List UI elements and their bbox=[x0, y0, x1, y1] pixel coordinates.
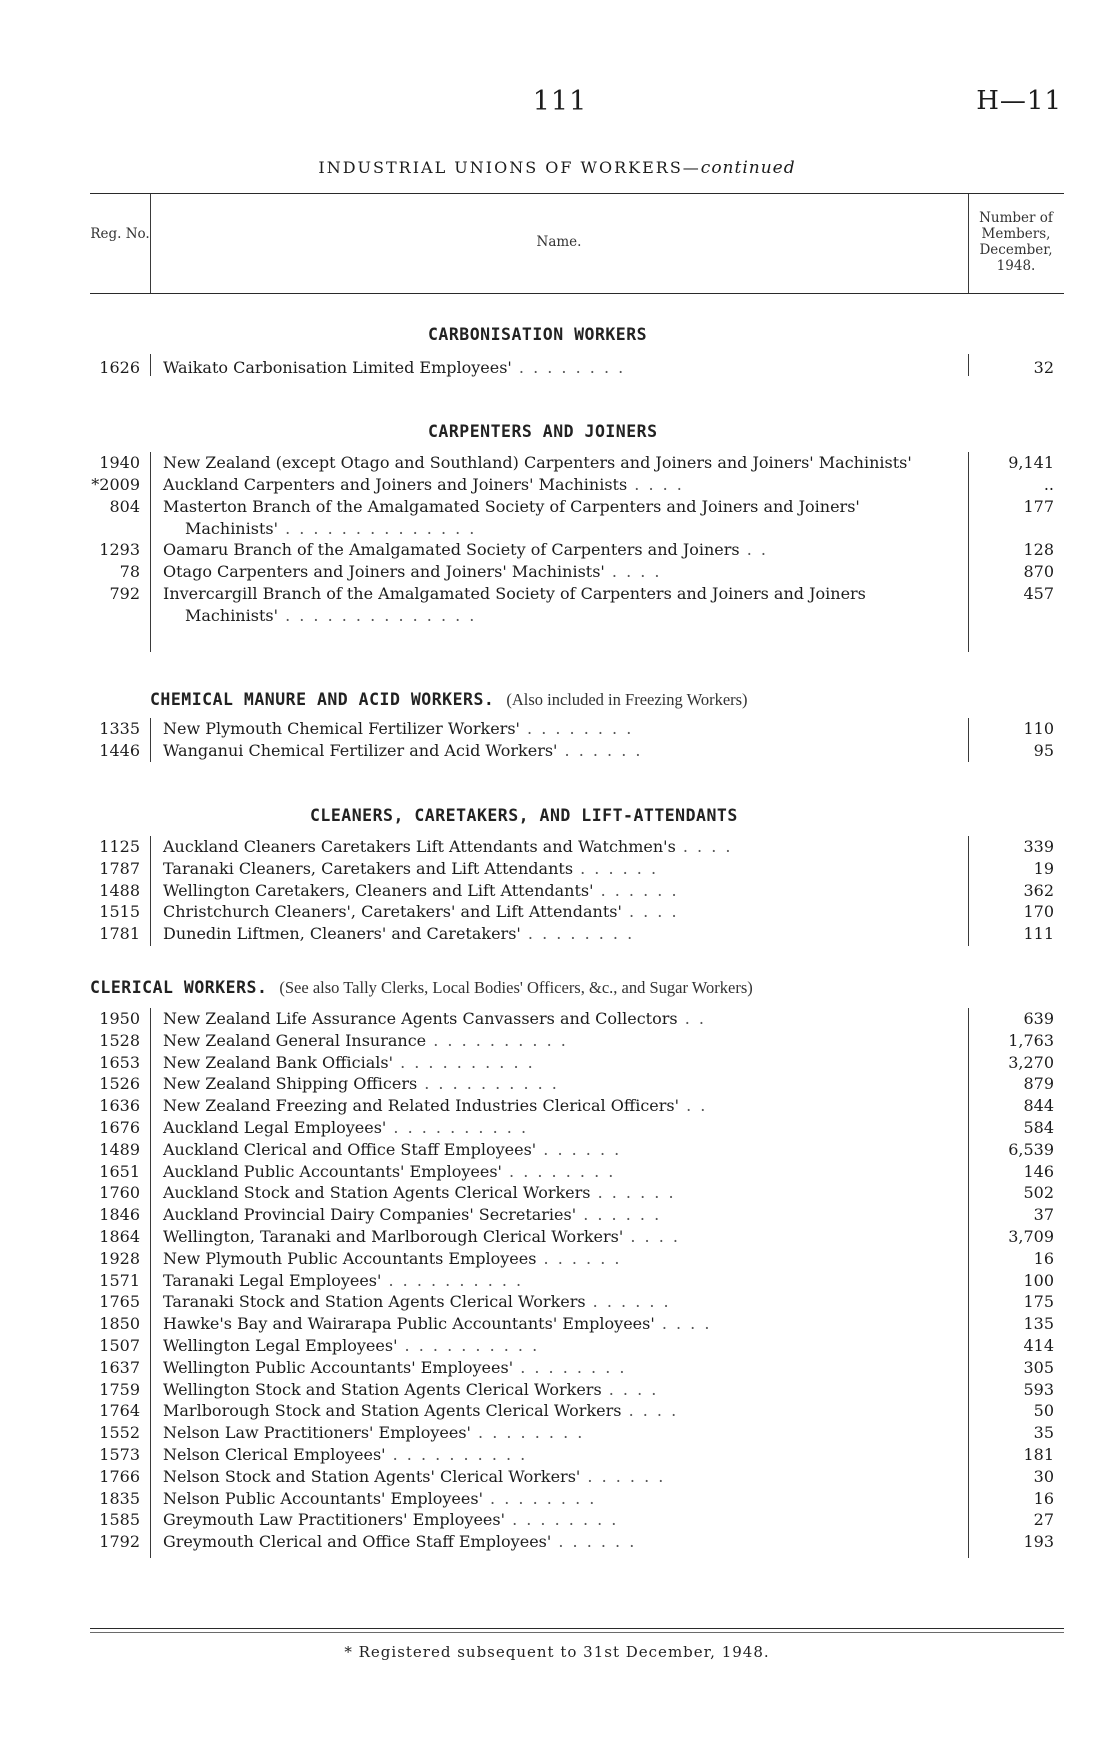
union-name-text: Otago Carpenters and Joiners and Joiners' Machinists' bbox=[163, 562, 605, 581]
member-count: 170 bbox=[1023, 902, 1054, 922]
table-row bbox=[0, 1422, 1114, 1444]
leader-dots: . . . . . . bbox=[580, 1466, 666, 1486]
union-name bbox=[163, 1357, 945, 1379]
leader-dots: . . . . . . . . bbox=[505, 1510, 619, 1530]
reg-number: 792 bbox=[109, 583, 140, 603]
reg-number: 1526 bbox=[99, 1074, 140, 1094]
reg-number: 1950 bbox=[99, 1009, 140, 1028]
reg-number: 1676 bbox=[99, 1118, 140, 1137]
table-row bbox=[0, 1357, 1114, 1379]
table-bottom-rule bbox=[90, 1628, 1064, 1629]
member-count: 879 bbox=[1023, 1074, 1054, 1094]
union-name bbox=[163, 1488, 945, 1510]
union-name-text: Auckland Cleaners Caretakers Lift Attendants and Watchmen's bbox=[163, 837, 676, 856]
leader-dots: . . . . . . . . bbox=[482, 1488, 597, 1508]
union-name-text: New Zealand Shipping Officers bbox=[163, 1074, 418, 1094]
member-count: 870 bbox=[1023, 562, 1054, 581]
union-name bbox=[163, 1248, 945, 1270]
table-row bbox=[0, 1073, 1114, 1095]
union-name bbox=[163, 1030, 945, 1052]
leader-dots: . . . . . . . . . . . . . . bbox=[277, 605, 477, 625]
leader-dots: . . . . . . . . . . bbox=[417, 1074, 559, 1094]
union-name-text: Wellington Public Accountants' Employees' bbox=[163, 1357, 514, 1377]
union-name bbox=[163, 1379, 945, 1401]
union-name-text: New Zealand Freezing and Related Industries Clerical Officers' bbox=[163, 1096, 680, 1116]
union-name-text: New Zealand Life Assurance Agents Canvassers and Collectors bbox=[163, 1009, 678, 1028]
table-row bbox=[0, 561, 1114, 583]
union-name bbox=[163, 561, 945, 583]
section-heading-text: CARBONISATION WORKERS bbox=[428, 325, 648, 344]
reg-number: 1489 bbox=[99, 1139, 140, 1159]
union-name bbox=[163, 718, 945, 740]
union-name-text: Wellington, Taranaki and Marlborough Clerical Workers' bbox=[163, 1227, 624, 1246]
member-count: 16 bbox=[1033, 1248, 1054, 1268]
union-name-text: Dunedin Liftmen, Cleaners' and Caretakers' bbox=[163, 924, 521, 944]
table-row bbox=[0, 452, 1114, 474]
section-heading-text: CLERICAL WORKERS. bbox=[90, 978, 268, 997]
leader-dots: . . . . bbox=[601, 1379, 659, 1399]
union-name bbox=[163, 452, 945, 474]
header-bottom-rule bbox=[90, 293, 1064, 294]
table-row bbox=[0, 1008, 1114, 1030]
leader-dots: . . . . . . bbox=[576, 1205, 662, 1225]
table-title bbox=[0, 158, 1114, 178]
section-heading bbox=[428, 325, 647, 344]
table-row bbox=[0, 1531, 1114, 1553]
reg-number: 1528 bbox=[99, 1030, 140, 1050]
member-count: 362 bbox=[1023, 880, 1054, 900]
reg-number: 1760 bbox=[99, 1183, 140, 1203]
member-count: .. bbox=[1043, 474, 1054, 494]
union-name-text: Taranaki Legal Employees' bbox=[163, 1270, 382, 1290]
reg-number: 1846 bbox=[99, 1205, 140, 1225]
table-row bbox=[0, 1335, 1114, 1357]
union-name-text: Nelson Law Practitioners' Employees' bbox=[163, 1423, 471, 1443]
union-name-text: New Plymouth Chemical Fertilizer Workers' bbox=[163, 719, 520, 738]
table-row bbox=[0, 836, 1114, 858]
member-count: 584 bbox=[1023, 1118, 1054, 1137]
union-name bbox=[163, 901, 945, 923]
leader-dots: . . . . bbox=[675, 837, 733, 856]
member-count: 457 bbox=[1023, 583, 1054, 603]
member-count: 135 bbox=[1023, 1314, 1054, 1334]
union-name-text: Invercargill Branch of the Amalgamated Society of Carpenters and Joiners and Joiners Machinists' bbox=[163, 583, 866, 625]
table-row bbox=[0, 1400, 1114, 1422]
section-heading-text: CARPENTERS AND JOINERS bbox=[428, 422, 658, 441]
reg-number: 804 bbox=[109, 496, 140, 516]
table-row bbox=[0, 1139, 1114, 1161]
leader-dots: . . . . . . . . bbox=[501, 1161, 616, 1181]
table-row bbox=[0, 1204, 1114, 1226]
union-name-text: New Zealand (except Otago and Southland) Carpenters and Joiners and Joiners' Machinists' bbox=[163, 453, 912, 472]
union-name-text: Nelson Public Accountants' Employees' bbox=[163, 1488, 483, 1508]
reg-number: 1573 bbox=[99, 1445, 140, 1464]
union-name-text: Marlborough Stock and Station Agents Clerical Workers bbox=[163, 1401, 622, 1421]
reg-number: 1585 bbox=[99, 1510, 140, 1530]
member-count: 95 bbox=[1033, 740, 1054, 760]
table-row bbox=[0, 1161, 1114, 1183]
union-name bbox=[163, 923, 945, 945]
member-count: 37 bbox=[1033, 1205, 1054, 1225]
leader-dots: . . . . . . . . . . bbox=[426, 1030, 568, 1050]
union-name-text: Nelson Clerical Employees' bbox=[163, 1445, 386, 1464]
union-name bbox=[163, 858, 945, 880]
reg-number: 1293 bbox=[99, 540, 140, 560]
table-row bbox=[0, 1182, 1114, 1204]
union-name bbox=[163, 1400, 945, 1422]
column-header-reg: Reg. No. bbox=[90, 226, 150, 242]
union-name bbox=[163, 1139, 945, 1161]
member-count: 27 bbox=[1033, 1510, 1054, 1530]
union-name-text: Auckland Provincial Dairy Companies' Secretaries' bbox=[163, 1205, 577, 1225]
leader-dots: . . . . . . bbox=[557, 740, 643, 760]
union-name bbox=[163, 1117, 945, 1139]
table-row bbox=[0, 1117, 1114, 1139]
table-bottom-rule-second bbox=[90, 1632, 1064, 1633]
table-row bbox=[0, 718, 1114, 740]
section-heading-note: (Also included in Freezing Workers) bbox=[506, 690, 748, 709]
union-name bbox=[163, 836, 945, 858]
reg-number: 1764 bbox=[99, 1401, 140, 1421]
page-code: H—11 bbox=[976, 86, 1062, 116]
member-count: 50 bbox=[1033, 1401, 1054, 1421]
union-name bbox=[163, 539, 945, 561]
table-row bbox=[0, 539, 1114, 561]
table-row bbox=[0, 1509, 1114, 1531]
member-count: 146 bbox=[1023, 1161, 1054, 1181]
union-name bbox=[163, 1531, 945, 1553]
union-name bbox=[163, 1444, 945, 1466]
reg-number: 1488 bbox=[99, 880, 140, 900]
table-row bbox=[0, 901, 1114, 923]
table-row bbox=[0, 1270, 1114, 1292]
leader-dots: . . . . . . . . . . bbox=[381, 1270, 524, 1290]
leader-dots: . . . . . . bbox=[536, 1139, 622, 1159]
union-name-text: Wellington Stock and Station Agents Clerical Workers bbox=[163, 1379, 602, 1399]
reg-number: 1571 bbox=[99, 1270, 140, 1290]
reg-number: 1653 bbox=[99, 1052, 140, 1072]
table-row bbox=[0, 923, 1114, 945]
union-name-text: Auckland Public Accountants' Employees' bbox=[163, 1161, 502, 1181]
member-count: 16 bbox=[1033, 1488, 1054, 1508]
leader-dots: . . . . . . . . . . bbox=[397, 1336, 540, 1355]
leader-dots: . . . . . . . . bbox=[519, 719, 634, 738]
leader-dots: . . . . . . . . . . bbox=[386, 1118, 529, 1137]
union-name-text: Greymouth Law Practitioners' Employees' bbox=[163, 1510, 505, 1530]
reg-number: 78 bbox=[119, 562, 140, 581]
table-title-continued: continued bbox=[700, 158, 796, 178]
union-name-text: Hawke's Bay and Wairarapa Public Accountants' Employees' bbox=[163, 1314, 655, 1334]
table-row bbox=[0, 1095, 1114, 1117]
union-name bbox=[163, 496, 945, 540]
table-row bbox=[0, 1466, 1114, 1488]
reg-number: 1864 bbox=[99, 1227, 140, 1246]
leader-dots: . . . . . . . . . . bbox=[393, 1052, 535, 1072]
leader-dots: . . . . bbox=[627, 474, 684, 494]
leader-dots: . . . . . . . . bbox=[511, 358, 626, 377]
union-name bbox=[163, 1204, 945, 1226]
member-count: 305 bbox=[1023, 1357, 1054, 1377]
member-count: 181 bbox=[1023, 1445, 1054, 1464]
member-count: 414 bbox=[1023, 1336, 1054, 1355]
leader-dots: . . . . bbox=[604, 562, 662, 581]
leader-dots: . . . . . . . . bbox=[520, 924, 635, 944]
union-name bbox=[163, 1509, 945, 1531]
leader-dots: . . . . . . bbox=[590, 1183, 676, 1203]
table-row bbox=[0, 583, 1114, 627]
union-name bbox=[163, 1422, 945, 1444]
member-count: 6,539 bbox=[1008, 1139, 1054, 1159]
section-heading bbox=[90, 978, 753, 998]
union-name bbox=[163, 1466, 945, 1488]
reg-number: *2009 bbox=[91, 474, 140, 494]
reg-number: 1125 bbox=[99, 837, 140, 856]
table-row bbox=[0, 1248, 1114, 1270]
union-name-text: Auckland Carpenters and Joiners and Joiners' Machinists bbox=[163, 474, 628, 494]
union-name-text: Masterton Branch of the Amalgamated Society of Carpenters and Joiners and Joiners' Machinists' bbox=[163, 496, 860, 538]
union-name-text: New Plymouth Public Accountants Employees bbox=[163, 1248, 537, 1268]
section-heading bbox=[310, 806, 738, 825]
reg-number: 1766 bbox=[99, 1466, 140, 1486]
union-name bbox=[163, 1095, 945, 1117]
leader-dots: . . . . bbox=[654, 1314, 712, 1334]
table-row bbox=[0, 474, 1114, 496]
member-count: 19 bbox=[1033, 858, 1054, 878]
reg-number: 1335 bbox=[99, 719, 140, 738]
section-heading bbox=[428, 422, 658, 441]
reg-number: 1835 bbox=[99, 1488, 140, 1508]
table-row bbox=[0, 1379, 1114, 1401]
reg-number: 1787 bbox=[99, 858, 140, 878]
table-row bbox=[0, 1030, 1114, 1052]
member-count: 844 bbox=[1023, 1096, 1054, 1116]
leader-dots: . . bbox=[679, 1096, 708, 1116]
union-name-text: Wellington Legal Employees' bbox=[163, 1336, 398, 1355]
member-count: 193 bbox=[1023, 1532, 1054, 1552]
union-name-text: Nelson Stock and Station Agents' Clerical Workers' bbox=[163, 1466, 581, 1486]
reg-number: 1651 bbox=[99, 1161, 140, 1181]
union-name bbox=[163, 1335, 945, 1357]
leader-dots: . . . . bbox=[623, 1227, 680, 1246]
union-name bbox=[163, 1226, 945, 1248]
member-count: 9,141 bbox=[1008, 453, 1054, 472]
reg-number: 1552 bbox=[99, 1423, 140, 1443]
footnote: * Registered subsequent to 31st December, 1948. bbox=[344, 1643, 770, 1661]
union-name bbox=[163, 1008, 945, 1030]
section-heading-text: CLEANERS, CARETAKERS, AND LIFT-ATTENDANTS bbox=[310, 806, 738, 825]
member-count: 593 bbox=[1023, 1379, 1054, 1399]
table-row bbox=[0, 740, 1114, 762]
member-count: 3,709 bbox=[1008, 1227, 1054, 1246]
union-name bbox=[163, 1182, 945, 1204]
member-count: 3,270 bbox=[1008, 1052, 1054, 1072]
member-count: 339 bbox=[1023, 837, 1054, 856]
column-header-name: Name. bbox=[536, 234, 582, 250]
member-count: 30 bbox=[1033, 1466, 1054, 1486]
member-count: 32 bbox=[1033, 358, 1054, 377]
table-row bbox=[0, 357, 1114, 379]
reg-number: 1515 bbox=[99, 902, 140, 922]
leader-dots: . . . . . . bbox=[551, 1532, 637, 1552]
member-count: 111 bbox=[1023, 924, 1054, 944]
union-name-text: Wanganui Chemical Fertilizer and Acid Workers' bbox=[163, 740, 558, 760]
union-name bbox=[163, 1073, 945, 1095]
member-count: 110 bbox=[1023, 719, 1054, 738]
header-top-rule bbox=[90, 193, 1064, 194]
union-name bbox=[163, 1270, 945, 1292]
union-name bbox=[163, 1161, 945, 1183]
union-name bbox=[163, 1291, 945, 1313]
leader-dots: . . . . . . bbox=[536, 1248, 622, 1268]
leader-dots: . . . . . . . . bbox=[470, 1423, 585, 1443]
table-row bbox=[0, 1313, 1114, 1335]
member-count: 128 bbox=[1023, 540, 1054, 560]
union-name bbox=[163, 1052, 945, 1074]
reg-number: 1446 bbox=[99, 740, 140, 760]
member-count: 1,763 bbox=[1008, 1030, 1054, 1050]
reg-number: 1792 bbox=[99, 1532, 140, 1552]
reg-number: 1928 bbox=[99, 1248, 140, 1268]
reg-number: 1507 bbox=[99, 1336, 140, 1355]
union-name bbox=[163, 1313, 945, 1335]
leader-dots: . . bbox=[677, 1009, 706, 1028]
leader-dots: . . . . bbox=[621, 1401, 679, 1421]
page-number: 111 bbox=[532, 86, 588, 117]
table-row bbox=[0, 880, 1114, 902]
leader-dots: . . . . . . bbox=[593, 880, 679, 900]
union-name-text: New Zealand Bank Officials' bbox=[163, 1052, 393, 1072]
member-count: 177 bbox=[1023, 496, 1054, 516]
union-name bbox=[163, 357, 945, 379]
reg-number: 1636 bbox=[99, 1096, 140, 1116]
union-name-text: Wellington Caretakers, Cleaners and Lift Attendants' bbox=[163, 880, 594, 900]
union-name-text: Auckland Legal Employees' bbox=[163, 1118, 387, 1137]
leader-dots: . . . . . . bbox=[585, 1292, 671, 1312]
section-heading bbox=[150, 690, 748, 710]
table-row bbox=[0, 1052, 1114, 1074]
member-count: 639 bbox=[1023, 1009, 1054, 1028]
leader-dots: . . . . . . . . . . bbox=[385, 1445, 528, 1464]
union-name-text: Auckland Clerical and Office Staff Employees' bbox=[163, 1139, 537, 1159]
union-name bbox=[163, 583, 945, 627]
reg-number: 1781 bbox=[99, 924, 140, 944]
reg-number: 1765 bbox=[99, 1292, 140, 1312]
union-name bbox=[163, 474, 945, 496]
union-name-text: Oamaru Branch of the Amalgamated Society of Carpenters and Joiners bbox=[163, 540, 740, 560]
union-name-text: Taranaki Cleaners, Caretakers and Lift Attendants bbox=[163, 858, 574, 878]
leader-dots: . . . . . . . . . . . . . . bbox=[277, 518, 477, 538]
leader-dots: . . . . . . . . bbox=[513, 1357, 627, 1377]
member-count: 502 bbox=[1023, 1183, 1054, 1203]
reg-number: 1637 bbox=[99, 1357, 140, 1377]
leader-dots: . . . . bbox=[621, 902, 679, 922]
union-name-text: New Zealand General Insurance bbox=[163, 1030, 427, 1050]
union-name bbox=[163, 740, 945, 762]
member-count: 175 bbox=[1023, 1292, 1054, 1312]
reg-number: 1850 bbox=[99, 1314, 140, 1334]
union-name-text: Greymouth Clerical and Office Staff Employees' bbox=[163, 1532, 552, 1552]
leader-dots: . . . . . . bbox=[573, 858, 659, 878]
reg-number: 1626 bbox=[99, 358, 140, 377]
union-name bbox=[163, 880, 945, 902]
union-name-text: Taranaki Stock and Station Agents Clerical Workers bbox=[163, 1292, 586, 1312]
leader-dots: . . bbox=[739, 540, 768, 560]
section-heading-text: CHEMICAL MANURE AND ACID WORKERS. bbox=[150, 690, 495, 709]
section-heading-note: (See also Tally Clerks, Local Bodies' Officers, &c., and Sugar Workers) bbox=[279, 978, 753, 997]
member-count: 100 bbox=[1023, 1270, 1054, 1290]
column-header-members: Number of Members, December, 1948. bbox=[979, 210, 1053, 274]
table-row bbox=[0, 1291, 1114, 1313]
table-row bbox=[0, 1444, 1114, 1466]
table-row bbox=[0, 496, 1114, 540]
reg-number: 1759 bbox=[99, 1379, 140, 1399]
union-name-text: Waikato Carbonisation Limited Employees' bbox=[163, 358, 512, 377]
union-name-text: Christchurch Cleaners', Caretakers' and Lift Attendants' bbox=[163, 902, 622, 922]
table-row bbox=[0, 1488, 1114, 1510]
reg-number: 1940 bbox=[99, 453, 140, 472]
table-title-main: INDUSTRIAL UNIONS OF WORKERS— bbox=[318, 158, 701, 177]
union-name-text: Auckland Stock and Station Agents Clerical Workers bbox=[163, 1183, 591, 1203]
table-row bbox=[0, 1226, 1114, 1248]
member-count: 35 bbox=[1033, 1423, 1054, 1443]
table-row bbox=[0, 858, 1114, 880]
